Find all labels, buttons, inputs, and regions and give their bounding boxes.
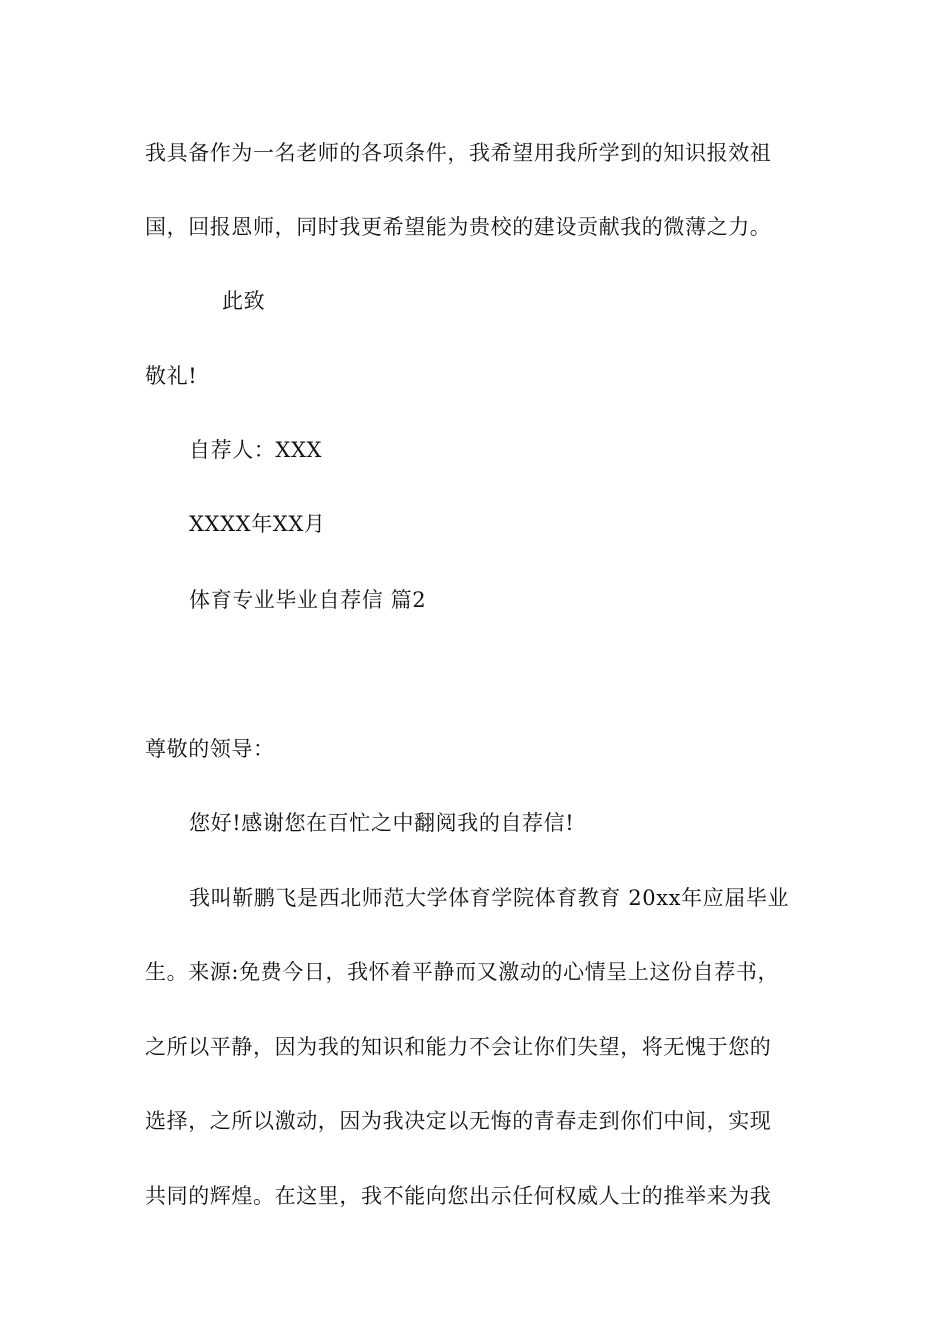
section-title: 体育专业毕业自荐信 篇2 [189, 588, 427, 612]
closing-regards: 敬礼! [145, 364, 198, 388]
body-text-line-1: 我具备作为一名老师的各项条件，我希望用我所学到的知识报效祖 [145, 141, 772, 165]
body-text-line-3: 我叫靳鹏飞是西北师范大学体育学院体育教育 20xx年应届毕业 [189, 886, 790, 910]
opening-line: 您好!感谢您在百忙之中翻阅我的自荐信! [189, 811, 575, 835]
greeting: 尊敬的领导： [145, 737, 275, 761]
body-text-line-5: 之所以平静，因为我的知识和能力不会让你们失望，将无愧于您的 [145, 1035, 772, 1059]
body-text-line-7: 共同的辉煌。在这里，我不能向您出示任何权威人士的推举来为我 [145, 1184, 772, 1208]
body-text-line-2: 国，回报恩师，同时我更希望能为贵校的建设贡献我的微薄之力。 [145, 215, 772, 239]
signature-date: XXXX年XX月 [189, 512, 326, 536]
closing-salutation: 此致 [222, 289, 266, 313]
signature-name: 自荐人：XXX [189, 438, 323, 462]
body-text-line-6: 选择，之所以激动，因为我决定以无悔的青春走到你们中间，实现 [145, 1109, 772, 1133]
body-text-line-4: 生。来源:免费今日，我怀着平静而又激动的心情呈上这份自荐书， [145, 960, 780, 984]
